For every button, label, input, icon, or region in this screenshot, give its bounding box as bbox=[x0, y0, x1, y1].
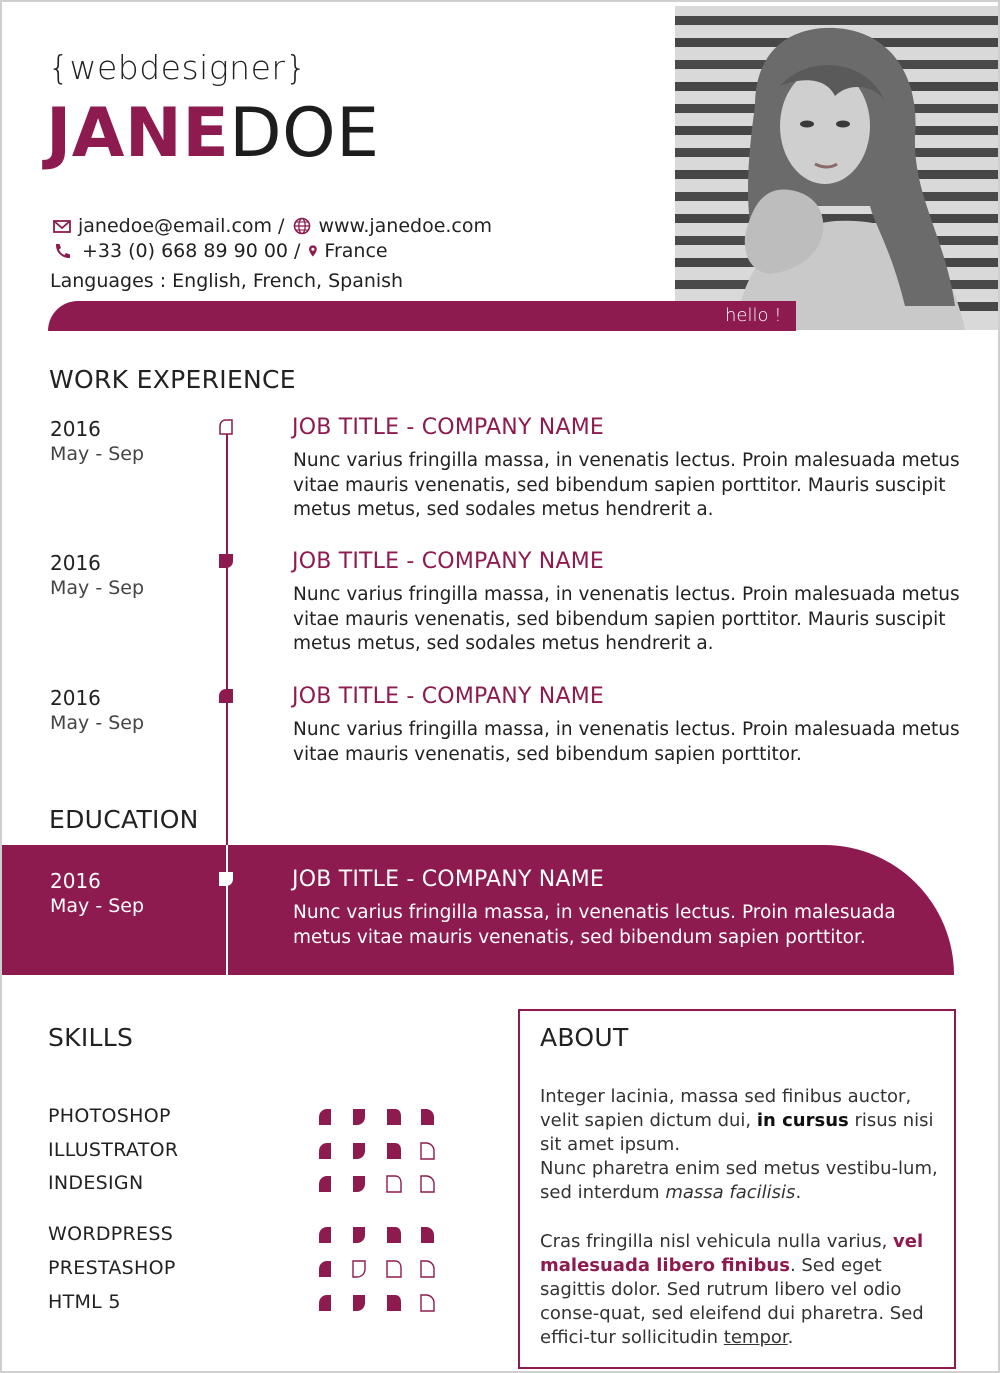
education-title: JOB TITLE - COMPANY NAME bbox=[292, 867, 604, 892]
skill-point-filled bbox=[421, 1109, 434, 1125]
skill-point-filled bbox=[421, 1227, 434, 1243]
separator: / bbox=[294, 240, 301, 262]
about-underlined-text: tempor bbox=[723, 1327, 788, 1348]
timeline-marker-icon bbox=[218, 688, 234, 704]
first-name: JANE bbox=[46, 94, 230, 173]
about-bold-text: in cursus bbox=[756, 1110, 849, 1131]
skill-name: ILLUSTRATOR bbox=[48, 1139, 179, 1161]
skill-point-filled bbox=[319, 1261, 331, 1277]
skill-point-filled bbox=[387, 1227, 401, 1243]
location-pin-icon bbox=[308, 242, 322, 260]
about-text: Nunc pharetra enim sed metus vestibu-lum, sed interdum bbox=[540, 1158, 938, 1203]
skill-rating bbox=[318, 1294, 438, 1312]
skill-point-filled bbox=[353, 1227, 365, 1243]
work-experience-heading: WORK EXPERIENCE bbox=[49, 365, 296, 394]
entry-period: May - Sep bbox=[50, 443, 145, 465]
skill-point-empty bbox=[421, 1295, 434, 1311]
timeline-line bbox=[226, 845, 228, 975]
full-name bbox=[46, 94, 380, 174]
skill-point-filled bbox=[387, 1295, 401, 1311]
header-ribbon bbox=[48, 301, 796, 331]
skill-point-empty bbox=[421, 1143, 434, 1159]
entry-year: 2016 bbox=[50, 686, 101, 710]
entry-period: May - Sep bbox=[50, 895, 145, 917]
about-text: Cras fringilla nisl vehicula nulla varius, bbox=[540, 1231, 894, 1252]
skill-point-empty bbox=[387, 1176, 401, 1192]
about-text: . bbox=[795, 1182, 802, 1203]
skill-point-filled bbox=[353, 1109, 365, 1125]
skills-heading: SKILLS bbox=[48, 1023, 134, 1052]
entry-year: 2016 bbox=[50, 869, 101, 893]
skill-rating bbox=[318, 1108, 438, 1126]
contact-line-2 bbox=[52, 240, 388, 262]
skill-point-filled bbox=[387, 1143, 401, 1159]
last-name: DOE bbox=[229, 94, 380, 173]
skill-point-filled bbox=[319, 1176, 331, 1192]
about-paragraph-2 bbox=[540, 1157, 940, 1205]
languages: Languages : English, French, Spanish bbox=[50, 270, 404, 292]
skill-point-filled bbox=[319, 1109, 331, 1125]
location-text: France bbox=[324, 240, 388, 262]
job-description: Nunc varius fringilla massa, in venenatis lectus. Proin malesuada metus vitae mauris venenatis, sed bibendum sapien porttitor. bbox=[293, 719, 960, 765]
about-heading: ABOUT bbox=[540, 1023, 629, 1052]
job-description: Nunc varius fringilla massa, in venenatis lectus. Proin malesuada metus vitae mauris venenatis, sed bibendum sapien porttitor. Mauris suscipit metus metus, sed sodales metus hendrerit a. bbox=[293, 450, 960, 520]
job-description: Nunc varius fringilla massa, in venenatis lectus. Proin malesuada metus vitae mauris venenatis, sed bibendum sapien porttitor. Mauris suscipit metus metus, sed sodales metus hendrerit a. bbox=[293, 584, 960, 654]
about-text: Integer lacinia, massa sed finibus auctor, velit sapien dictum dui, bbox=[540, 1086, 912, 1131]
skill-point-empty bbox=[421, 1261, 434, 1277]
entry-period: May - Sep bbox=[50, 712, 145, 734]
skill-name: WORDPRESS bbox=[48, 1223, 174, 1245]
about-paragraph-1 bbox=[540, 1085, 940, 1157]
about-text: risus nisi sit amet ipsum. bbox=[540, 1110, 934, 1155]
skill-point-empty bbox=[387, 1261, 401, 1277]
about-italic-text: massa facilisis bbox=[665, 1182, 796, 1203]
phone-number: +33 (0) 668 89 90 00 bbox=[82, 240, 289, 262]
job-title: JOB TITLE - COMPANY NAME bbox=[292, 549, 604, 574]
skill-rating bbox=[318, 1260, 438, 1278]
skill-point-filled bbox=[387, 1109, 401, 1125]
phone-icon bbox=[52, 242, 72, 260]
education-heading: EDUCATION bbox=[49, 805, 199, 834]
email-icon bbox=[52, 217, 72, 235]
skill-rating bbox=[318, 1142, 438, 1160]
skill-point-empty bbox=[353, 1261, 365, 1277]
skill-point-filled bbox=[319, 1227, 331, 1243]
education-description: Nunc varius fringilla massa, in venenatis lectus. Proin malesuada metus vitae mauris venenatis, sed bibendum sapien porttitor. bbox=[293, 902, 896, 948]
skill-point-filled bbox=[353, 1143, 365, 1159]
skill-point-filled bbox=[353, 1176, 365, 1192]
skill-name: HTML 5 bbox=[48, 1291, 121, 1313]
skill-name: INDESIGN bbox=[48, 1172, 144, 1194]
skill-name: PRESTASHOP bbox=[48, 1257, 176, 1279]
about-text: . bbox=[787, 1327, 794, 1348]
timeline-marker-icon bbox=[218, 553, 234, 569]
skill-point-empty bbox=[421, 1176, 434, 1192]
about-text: . Sed eget sagittis dolor. Sed rutrum libero vel odio conse-quat, sed eleifend dui pharetra. Sed effici-tur sollicitudin bbox=[540, 1255, 924, 1348]
skill-rating bbox=[318, 1226, 438, 1244]
job-title: JOB TITLE - COMPANY NAME bbox=[292, 415, 604, 440]
job-title: JOB TITLE - COMPANY NAME bbox=[292, 684, 604, 709]
email-link[interactable]: janedoe@email.com bbox=[78, 215, 273, 237]
timeline-marker-icon bbox=[218, 419, 234, 435]
entry-year: 2016 bbox=[50, 417, 101, 441]
skill-point-filled bbox=[353, 1295, 365, 1311]
profile-photo bbox=[675, 6, 1000, 330]
skill-name: PHOTOSHOP bbox=[48, 1105, 171, 1127]
about-accent-text: vel malesuada libero finibus bbox=[540, 1231, 924, 1276]
about-paragraph-3 bbox=[540, 1230, 940, 1350]
skill-point-filled bbox=[319, 1143, 331, 1159]
entry-period: May - Sep bbox=[50, 577, 145, 599]
separator: / bbox=[278, 215, 285, 237]
entry-year: 2016 bbox=[50, 551, 101, 575]
role-title: {webdesigner} bbox=[48, 48, 307, 87]
globe-icon bbox=[292, 217, 312, 235]
skill-rating bbox=[318, 1175, 438, 1193]
hello-text: hello ! bbox=[725, 305, 782, 326]
skill-point-filled bbox=[319, 1295, 331, 1311]
website-link[interactable]: www.janedoe.com bbox=[318, 215, 493, 237]
timeline-marker-icon bbox=[218, 871, 234, 887]
contact-line-1 bbox=[52, 215, 492, 237]
